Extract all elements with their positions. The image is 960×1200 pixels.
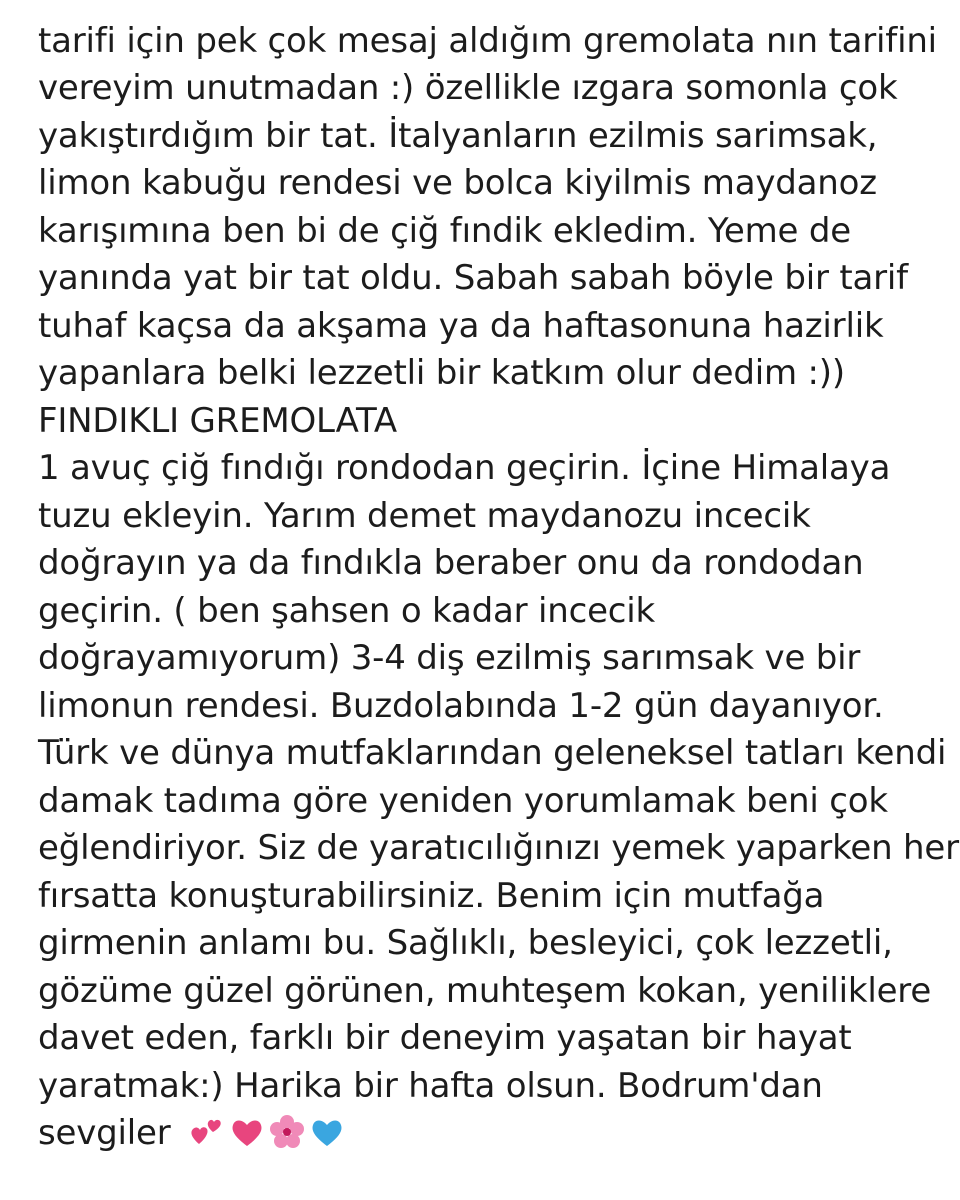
text-line: 1 avuç çiğ fındığı rondodan geçirin. İçine Himalaya xyxy=(38,448,891,488)
cherry-blossom-icon xyxy=(269,1114,305,1150)
text-line: yanında yat bir tat oldu. Sabah sabah böyle bir tarif xyxy=(38,258,908,298)
text-line: yaratmak:) Harika bir hafta olsun. Bodrum'dan xyxy=(38,1065,823,1106)
text-line: eğlendiriyor. Siz de yaratıcılığınızı yemek yaparken her xyxy=(38,828,959,868)
text-line: limon kabuğu rendesi ve bolca kiyilmis maydanoz xyxy=(38,163,877,203)
text-line: davet eden, farklı bir deneyim yaşatan bir hayat xyxy=(38,1018,852,1058)
text-line: tuzu ekleyin. Yarım demet maydanozu incecik xyxy=(38,495,811,536)
text-line: limonun rendesi. Buzdolabında 1-2 gün dayanıyor. xyxy=(38,685,884,726)
text-line: girmenin anlamı bu. Sağlıklı, besleyici, çok lezzetli, xyxy=(38,923,893,963)
text-line: Türk ve dünya mutfaklarından geleneksel tatları kendi xyxy=(38,733,947,773)
two-hearts-icon xyxy=(189,1114,225,1150)
text-line: tarifi için pek çok mesaj aldığım gremolata nın tarifini xyxy=(38,20,937,61)
heart-icon xyxy=(229,1114,265,1150)
text-line: gözüme güzel görünen, muhteşem kokan, yeniliklere xyxy=(38,970,932,1011)
truncated-top-line xyxy=(38,0,938,18)
emoji-row xyxy=(189,1114,345,1150)
blue-heart-icon xyxy=(309,1114,345,1150)
recipe-title: FINDIKLI GREMOLATA xyxy=(38,400,397,441)
text-line: yakıştırdığım bir tat. İtalyanların ezilmis sarimsak, xyxy=(38,115,878,156)
text-line: doğrayın ya da fındıkla beraber onu da rondodan xyxy=(38,543,864,583)
text-line: doğrayamıyorum) 3-4 diş ezilmiş sarımsak ve bir xyxy=(38,638,861,678)
text-line: vereyim unutmadan :) özellikle ızgara somonla çok xyxy=(38,68,898,108)
closing-text: sevgiler xyxy=(38,1113,171,1153)
text-line: fırsatta konuşturabilirsiniz. Benim için mutfağa xyxy=(38,875,825,916)
post-text xyxy=(38,0,959,1158)
text-line: damak tadıma göre yeniden yorumlamak beni çok xyxy=(38,780,888,821)
text-line: karışımına ben bi de çiğ fındik ekledim. Yeme de xyxy=(38,210,851,251)
text-line: tuhaf kaçsa da akşama ya da haftasonuna hazirlik xyxy=(38,305,884,346)
text-line: yapanlara belki lezzetli bir katkım olur dedim :)) xyxy=(38,353,845,393)
closing-line xyxy=(38,1110,938,1158)
text-line: geçirin. ( ben şahsen o kadar incecik xyxy=(38,590,656,631)
